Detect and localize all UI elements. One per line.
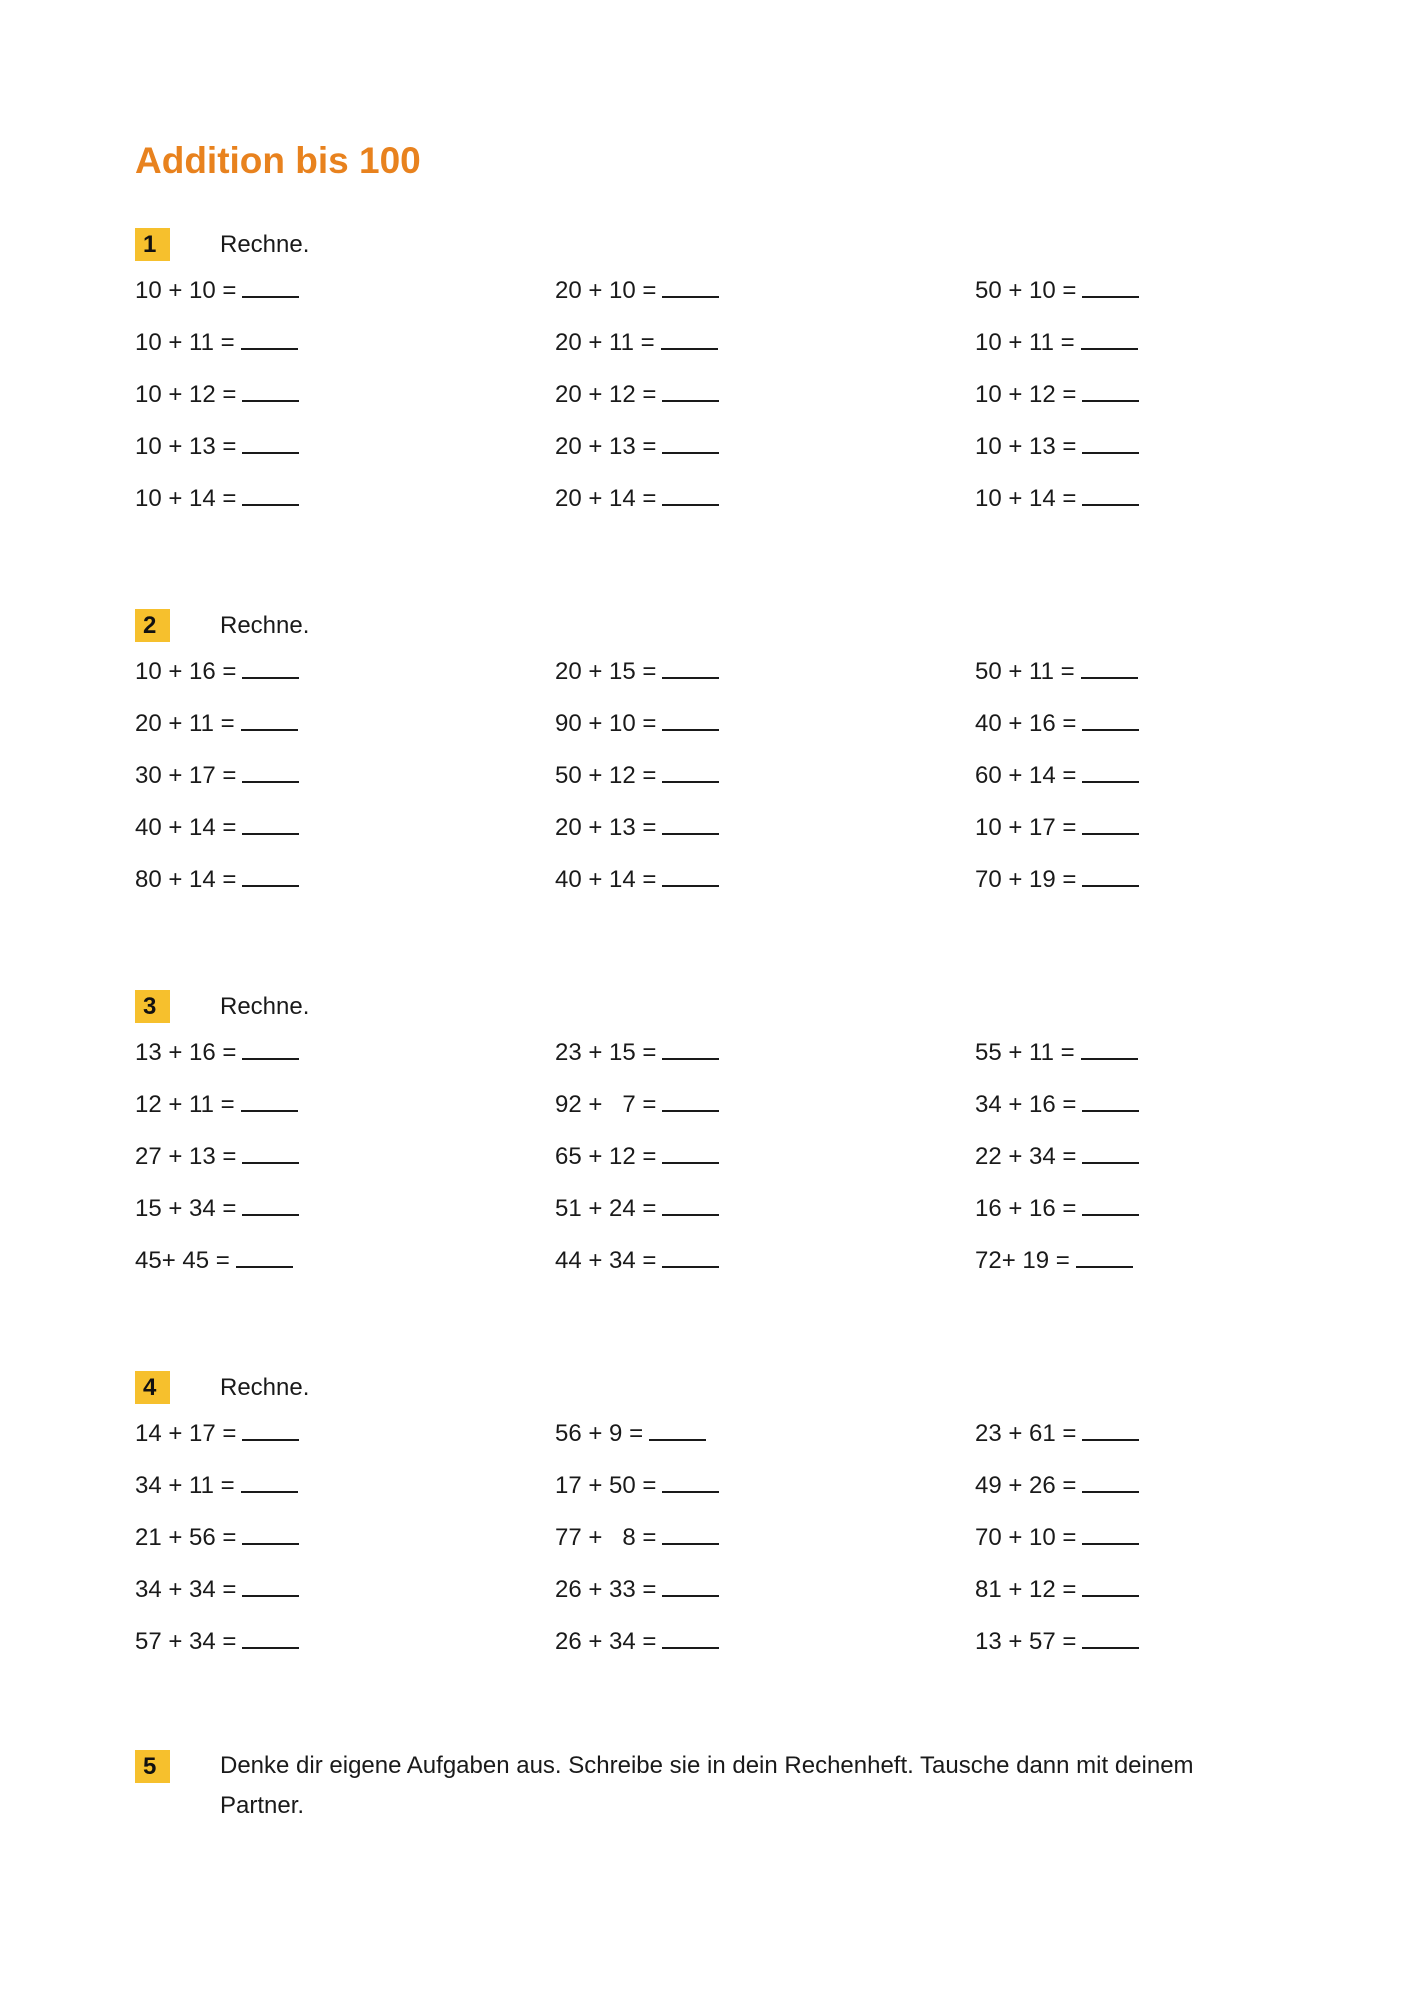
answer-blank[interactable] bbox=[662, 701, 719, 731]
equation-column bbox=[135, 268, 465, 528]
answer-blank[interactable] bbox=[242, 649, 299, 679]
equation-item bbox=[135, 1082, 465, 1134]
task-5 bbox=[135, 1750, 1295, 1819]
equation-item bbox=[975, 1411, 1305, 1463]
equation-item bbox=[555, 1082, 885, 1134]
equation-text: 34 + 11 = bbox=[135, 1472, 235, 1499]
equation-text: 50 + 12 = bbox=[555, 762, 657, 789]
equation-item bbox=[135, 1186, 465, 1238]
equation-item bbox=[555, 268, 885, 320]
task-number-badge: 3 bbox=[135, 990, 170, 1023]
equation-text: 34 + 16 = bbox=[975, 1091, 1077, 1118]
equation-item bbox=[555, 649, 885, 701]
equation-text: 20 + 10 = bbox=[555, 277, 657, 304]
equation-text: 20 + 13 = bbox=[555, 433, 657, 460]
equation-item bbox=[975, 1134, 1305, 1186]
equation-item bbox=[975, 857, 1305, 909]
equation-text: 20 + 11 = bbox=[555, 329, 655, 356]
task-4 bbox=[135, 1371, 1295, 1671]
equation-column bbox=[975, 649, 1305, 909]
answer-blank[interactable] bbox=[662, 1238, 719, 1268]
equation-column bbox=[135, 649, 465, 909]
answer-blank[interactable] bbox=[1082, 424, 1139, 454]
page-title: Addition bis 100 bbox=[135, 140, 421, 181]
task-2 bbox=[135, 609, 1295, 909]
task-instruction: Rechne. bbox=[220, 231, 310, 258]
equation-item bbox=[555, 1186, 885, 1238]
equation-item bbox=[555, 476, 885, 528]
equation-text: 45+ 45 = bbox=[135, 1247, 230, 1274]
equation-item bbox=[135, 1238, 465, 1290]
answer-blank[interactable] bbox=[1082, 1082, 1139, 1112]
equation-text: 49 + 26 = bbox=[975, 1472, 1077, 1499]
answer-blank[interactable] bbox=[662, 424, 719, 454]
task-number-badge: 1 bbox=[135, 228, 170, 261]
answer-blank[interactable] bbox=[242, 1186, 299, 1216]
answer-blank[interactable] bbox=[662, 1515, 719, 1545]
equation-item bbox=[135, 649, 465, 701]
equation-item bbox=[975, 1186, 1305, 1238]
equation-item bbox=[555, 805, 885, 857]
answer-blank[interactable] bbox=[1082, 1515, 1139, 1545]
equation-text: 51 + 24 = bbox=[555, 1195, 657, 1222]
task-1-header bbox=[135, 228, 1295, 268]
equation-text: 26 + 34 = bbox=[555, 1628, 657, 1655]
equation-item bbox=[135, 857, 465, 909]
equation-item bbox=[555, 424, 885, 476]
answer-blank[interactable] bbox=[242, 1030, 299, 1060]
answer-blank[interactable] bbox=[242, 424, 299, 454]
equation-item bbox=[135, 268, 465, 320]
equation-text: 10 + 12 = bbox=[975, 381, 1077, 408]
equation-text: 92 + 7 = bbox=[555, 1091, 657, 1118]
equation-item bbox=[555, 320, 885, 372]
equation-column bbox=[135, 1411, 465, 1671]
equation-item bbox=[555, 1619, 885, 1671]
equation-text: 90 + 10 = bbox=[555, 710, 657, 737]
task-instruction: Rechne. bbox=[220, 1374, 310, 1401]
equation-column bbox=[555, 649, 885, 909]
equation-column bbox=[975, 268, 1305, 528]
equation-item bbox=[975, 805, 1305, 857]
equation-column bbox=[975, 1411, 1305, 1671]
equation-item bbox=[555, 1238, 885, 1290]
equation-item bbox=[555, 857, 885, 909]
equation-item bbox=[555, 1463, 885, 1515]
task-instruction: Denke dir eigene Aufgaben aus. Schreibe sie in dein Rechenheft. Tausche dann mit deinem Partner. bbox=[220, 1752, 1194, 1819]
equation-text: 55 + 11 = bbox=[975, 1039, 1075, 1066]
equation-item bbox=[555, 1030, 885, 1082]
equation-item bbox=[975, 268, 1305, 320]
equation-text: 10 + 10 = bbox=[135, 277, 237, 304]
task-2-header bbox=[135, 609, 1295, 649]
equation-item bbox=[975, 649, 1305, 701]
task-number-badge: 5 bbox=[135, 1750, 170, 1783]
answer-blank[interactable] bbox=[242, 268, 299, 298]
equation-text: 17 + 50 = bbox=[555, 1472, 657, 1499]
equation-text: 80 + 14 = bbox=[135, 866, 237, 893]
equation-item bbox=[135, 805, 465, 857]
equation-text: 40 + 14 = bbox=[135, 814, 237, 841]
equation-text: 27 + 13 = bbox=[135, 1143, 237, 1170]
equation-text: 20 + 12 = bbox=[555, 381, 657, 408]
equation-item bbox=[135, 701, 465, 753]
equation-text: 10 + 14 = bbox=[135, 485, 237, 512]
task-4-header bbox=[135, 1371, 1295, 1411]
equation-text: 10 + 11 = bbox=[135, 329, 235, 356]
equation-text: 30 + 17 = bbox=[135, 762, 237, 789]
equation-text: 10 + 14 = bbox=[975, 485, 1077, 512]
equation-column bbox=[555, 1411, 885, 1671]
answer-blank[interactable] bbox=[242, 1515, 299, 1545]
equation-text: 10 + 16 = bbox=[135, 658, 237, 685]
answer-blank[interactable] bbox=[242, 1134, 299, 1164]
answer-blank[interactable] bbox=[662, 1463, 719, 1493]
equation-item bbox=[975, 753, 1305, 805]
equation-text: 12 + 11 = bbox=[135, 1091, 235, 1118]
answer-blank[interactable] bbox=[1082, 1134, 1139, 1164]
equation-item bbox=[975, 701, 1305, 753]
answer-blank[interactable] bbox=[242, 753, 299, 783]
equation-item bbox=[135, 1411, 465, 1463]
answer-blank[interactable] bbox=[242, 1567, 299, 1597]
equation-text: 70 + 10 = bbox=[975, 1524, 1077, 1551]
equation-text: 70 + 19 = bbox=[975, 866, 1077, 893]
equation-text: 10 + 12 = bbox=[135, 381, 237, 408]
equation-text: 40 + 14 = bbox=[555, 866, 657, 893]
equation-text: 72+ 19 = bbox=[975, 1247, 1070, 1274]
equation-text: 26 + 33 = bbox=[555, 1576, 657, 1603]
equation-column bbox=[975, 1030, 1305, 1290]
equation-text: 22 + 34 = bbox=[975, 1143, 1077, 1170]
equation-item bbox=[555, 1411, 885, 1463]
equation-column bbox=[555, 268, 885, 528]
equation-item bbox=[135, 476, 465, 528]
equation-item bbox=[555, 1515, 885, 1567]
answer-blank[interactable] bbox=[662, 1567, 719, 1597]
equation-item bbox=[975, 476, 1305, 528]
equation-item bbox=[975, 1567, 1305, 1619]
equation-text: 20 + 11 = bbox=[135, 710, 235, 737]
answer-blank[interactable] bbox=[1082, 268, 1139, 298]
equation-item bbox=[975, 424, 1305, 476]
equation-item bbox=[975, 1238, 1305, 1290]
equation-item bbox=[135, 1515, 465, 1567]
equation-grid bbox=[135, 268, 1295, 528]
equation-grid bbox=[135, 649, 1295, 909]
answer-blank[interactable] bbox=[242, 1411, 299, 1441]
equation-item bbox=[975, 1082, 1305, 1134]
equation-item bbox=[135, 1030, 465, 1082]
equation-text: 81 + 12 = bbox=[975, 1576, 1077, 1603]
task-3 bbox=[135, 990, 1295, 1290]
answer-blank[interactable] bbox=[1082, 857, 1139, 887]
task-number-badge: 2 bbox=[135, 609, 170, 642]
answer-blank[interactable] bbox=[1082, 1567, 1139, 1597]
answer-blank[interactable] bbox=[1081, 649, 1138, 679]
equation-item bbox=[555, 1567, 885, 1619]
answer-blank[interactable] bbox=[662, 649, 719, 679]
task-number-badge: 4 bbox=[135, 1371, 170, 1404]
task-instruction: Rechne. bbox=[220, 612, 310, 639]
task-5-header bbox=[135, 1750, 1295, 1819]
equation-text: 44 + 34 = bbox=[555, 1247, 657, 1274]
equation-text: 13 + 16 = bbox=[135, 1039, 237, 1066]
equation-item bbox=[555, 1134, 885, 1186]
answer-blank[interactable] bbox=[241, 320, 298, 350]
answer-blank[interactable] bbox=[241, 1463, 298, 1493]
answer-blank[interactable] bbox=[1082, 701, 1139, 731]
equation-text: 14 + 17 = bbox=[135, 1420, 237, 1447]
equation-text: 34 + 34 = bbox=[135, 1576, 237, 1603]
equation-text: 57 + 34 = bbox=[135, 1628, 237, 1655]
equation-item bbox=[135, 1134, 465, 1186]
equation-grid bbox=[135, 1030, 1295, 1290]
equation-item bbox=[975, 320, 1305, 372]
answer-blank[interactable] bbox=[662, 476, 719, 506]
equation-text: 65 + 12 = bbox=[555, 1143, 657, 1170]
equation-text: 77 + 8 = bbox=[555, 1524, 657, 1551]
answer-blank[interactable] bbox=[662, 753, 719, 783]
equation-item bbox=[555, 701, 885, 753]
equation-item bbox=[975, 1515, 1305, 1567]
answer-blank[interactable] bbox=[1082, 372, 1139, 402]
answer-blank[interactable] bbox=[1082, 1463, 1139, 1493]
answer-blank[interactable] bbox=[662, 268, 719, 298]
answer-blank[interactable] bbox=[662, 805, 719, 835]
answer-blank[interactable] bbox=[1082, 805, 1139, 835]
answer-blank[interactable] bbox=[662, 1619, 719, 1649]
answer-blank[interactable] bbox=[662, 372, 719, 402]
equation-text: 20 + 13 = bbox=[555, 814, 657, 841]
task-1 bbox=[135, 228, 1295, 528]
answer-blank[interactable] bbox=[242, 476, 299, 506]
equation-item bbox=[135, 1567, 465, 1619]
answer-blank[interactable] bbox=[662, 1030, 719, 1060]
answer-blank[interactable] bbox=[1082, 1411, 1139, 1441]
equation-text: 20 + 15 = bbox=[555, 658, 657, 685]
equation-item bbox=[135, 1619, 465, 1671]
answer-blank[interactable] bbox=[1082, 1619, 1139, 1649]
equation-text: 10 + 17 = bbox=[975, 814, 1077, 841]
equation-text: 15 + 34 = bbox=[135, 1195, 237, 1222]
equation-item bbox=[975, 1463, 1305, 1515]
equation-text: 16 + 16 = bbox=[975, 1195, 1077, 1222]
equation-item bbox=[975, 372, 1305, 424]
answer-blank[interactable] bbox=[241, 701, 298, 731]
answer-blank[interactable] bbox=[1082, 476, 1139, 506]
answer-blank[interactable] bbox=[1082, 1186, 1139, 1216]
answer-blank[interactable] bbox=[1082, 753, 1139, 783]
equation-item bbox=[555, 372, 885, 424]
equation-item bbox=[975, 1619, 1305, 1671]
equation-item bbox=[135, 1463, 465, 1515]
equation-column bbox=[555, 1030, 885, 1290]
answer-blank[interactable] bbox=[662, 857, 719, 887]
answer-blank[interactable] bbox=[242, 857, 299, 887]
equation-text: 20 + 14 = bbox=[555, 485, 657, 512]
task-instruction: Rechne. bbox=[220, 993, 310, 1020]
equation-text: 13 + 57 = bbox=[975, 1628, 1077, 1655]
equation-item bbox=[135, 424, 465, 476]
answer-blank[interactable] bbox=[236, 1238, 293, 1268]
answer-blank[interactable] bbox=[1081, 320, 1138, 350]
equation-item bbox=[975, 1030, 1305, 1082]
equation-grid bbox=[135, 1411, 1295, 1671]
equation-text: 60 + 14 = bbox=[975, 762, 1077, 789]
answer-blank[interactable] bbox=[1076, 1238, 1133, 1268]
answer-blank[interactable] bbox=[662, 1186, 719, 1216]
equation-text: 10 + 11 = bbox=[975, 329, 1075, 356]
equation-text: 23 + 61 = bbox=[975, 1420, 1077, 1447]
answer-blank[interactable] bbox=[1081, 1030, 1138, 1060]
equation-text: 50 + 10 = bbox=[975, 277, 1077, 304]
equation-text: 50 + 11 = bbox=[975, 658, 1075, 685]
answer-blank[interactable] bbox=[242, 1619, 299, 1649]
equation-text: 21 + 56 = bbox=[135, 1524, 237, 1551]
equation-text: 23 + 15 = bbox=[555, 1039, 657, 1066]
answer-blank[interactable] bbox=[649, 1411, 706, 1441]
answer-blank[interactable] bbox=[662, 1134, 719, 1164]
equation-text: 56 + 9 = bbox=[555, 1420, 644, 1447]
equation-text: 10 + 13 = bbox=[135, 433, 237, 460]
equation-item bbox=[135, 372, 465, 424]
answer-blank[interactable] bbox=[661, 320, 718, 350]
equation-column bbox=[135, 1030, 465, 1290]
equation-item bbox=[135, 753, 465, 805]
answer-blank[interactable] bbox=[242, 805, 299, 835]
answer-blank[interactable] bbox=[662, 1082, 719, 1112]
task-3-header bbox=[135, 990, 1295, 1030]
equation-item bbox=[135, 320, 465, 372]
equation-text: 10 + 13 = bbox=[975, 433, 1077, 460]
equation-item bbox=[555, 753, 885, 805]
answer-blank[interactable] bbox=[242, 372, 299, 402]
equation-text: 40 + 16 = bbox=[975, 710, 1077, 737]
answer-blank[interactable] bbox=[241, 1082, 298, 1112]
